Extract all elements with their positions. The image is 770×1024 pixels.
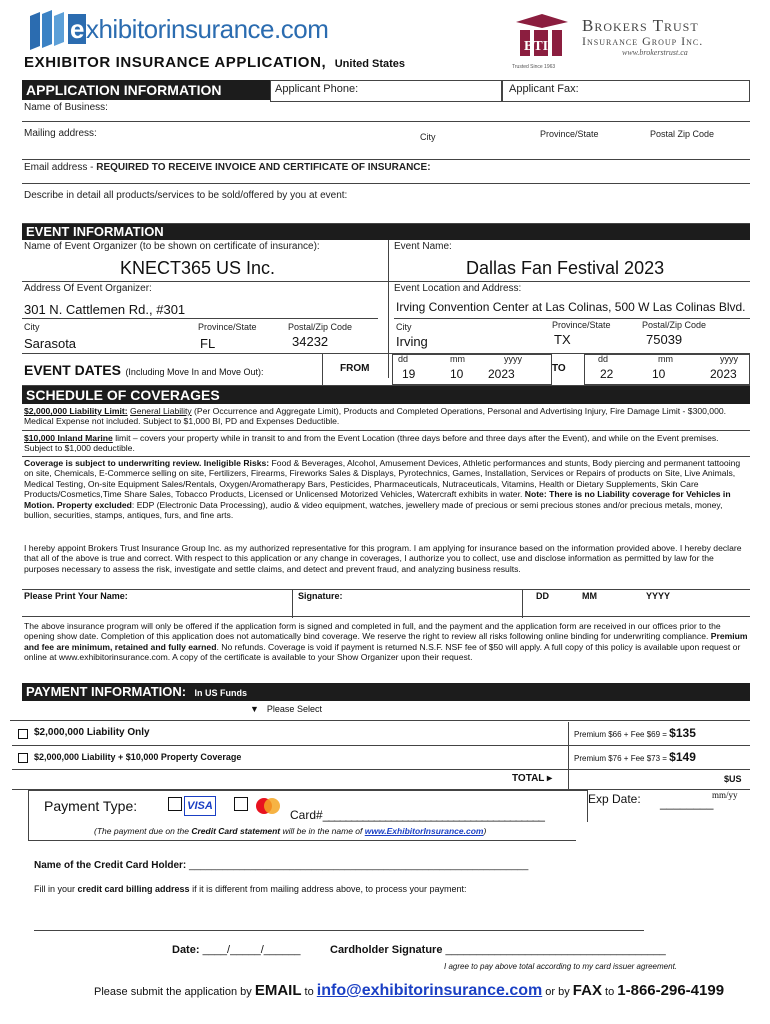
organizer-label: Name of Event Organizer (to be shown on certificate of insurance): xyxy=(24,241,320,252)
card-number-field[interactable]: Card#_______________________________________ xyxy=(290,808,544,822)
exhibitor-logo xyxy=(28,8,329,54)
option2-price: Premium $76 + Fee $73 = $149 xyxy=(574,750,696,764)
from-mm-label: mm xyxy=(450,354,465,364)
app-info-header: APPLICATION INFORMATION xyxy=(22,80,270,100)
logo-panels-icon xyxy=(28,10,68,50)
to-yyyy-label: yyyy xyxy=(720,354,738,364)
sig-yyyy-label: YYYY xyxy=(646,591,671,601)
total-currency: $US xyxy=(724,774,742,784)
to-dd-label: dd xyxy=(598,354,609,364)
svg-text:BTI: BTI xyxy=(524,39,549,54)
option2-label: $2,000,000 Liability + $10,000 Property Coverage xyxy=(34,752,242,762)
email-label: Email address - REQUIRED TO RECEIVE INVOICE AND CERTIFICATE OF INSURANCE: xyxy=(24,162,431,173)
address-block xyxy=(22,282,750,320)
to-yyyy-value[interactable]: 2023 xyxy=(710,367,737,381)
loc-city-value[interactable]: Irving xyxy=(396,334,428,349)
phone-field[interactable] xyxy=(270,80,502,102)
org-city-value[interactable]: Sarasota xyxy=(24,336,77,351)
org-prov-value[interactable]: FL xyxy=(200,336,216,351)
submit-footer: Please submit the application by EMAIL to info@exhibitorinsurance.com or by FAX to 1-866-296-4199 xyxy=(94,982,725,999)
from-dd-value[interactable]: 19 xyxy=(402,367,416,381)
mastercard-checkbox[interactable] xyxy=(234,797,248,811)
describe-label: Describe in detail all products/services to be sold/offered by you at event: xyxy=(24,190,348,201)
signature-row xyxy=(22,589,750,617)
option1-label: $2,000,000 Liability Only xyxy=(34,727,150,738)
liability-paragraph: $2,000,000 Liability Limit: General Liability (Per Occurrence and Aggregate Limit), Products and Completed Operations, Personal and Advertising Injury, Fire Damage Limit - $300,000. Medical Expense not included. Subject to $1,000 BI, PD and Expenses Deductible. xyxy=(24,406,727,427)
email-link[interactable]: info@exhibitorinsurance.com xyxy=(316,982,543,999)
visa-icon: VISA xyxy=(184,796,216,816)
title-main: EXHIBITOR INSURANCE APPLICATION, xyxy=(24,54,327,71)
marine-paragraph: $10,000 Inland Marine limit – covers your property while in transit to and from the Event Location (three days before and three days after the Event), and while on the Event premises. Subject to $1,000 deductible. xyxy=(24,433,719,454)
billing-address-line[interactable] xyxy=(34,930,644,931)
option1-checkbox[interactable] xyxy=(18,729,28,739)
mastercard-icon xyxy=(252,796,284,816)
location-label: Event Location and Address: xyxy=(394,283,522,294)
logo-e: e xyxy=(70,14,84,44)
loc-zip-value[interactable]: 75039 xyxy=(646,332,683,347)
fax-label: Applicant Fax: xyxy=(509,83,579,95)
option-liability-only[interactable] xyxy=(12,722,750,746)
brokers-sub: Insurance Group Inc. xyxy=(582,34,704,48)
city-block xyxy=(22,320,750,354)
date-field[interactable]: Date: ____/_____/______ xyxy=(172,944,301,956)
appoint-paragraph: I hereby appoint Brokers Trust Insurance Group Inc. as my authorized representative for this program. I am applying for insurance based on the information provided above. I hereby declare that all of the above is true and correct. With respect to this application or any change in coverages, I authorize you to collect, use and disclose information as permitted by law for the purposes necessary to assess the risk, investigate and settle claims, and detect and prevent fraud, and analyzing business results. xyxy=(24,543,742,574)
to-mm-value[interactable]: 10 xyxy=(652,367,666,381)
event-info-header: EVENT INFORMATION xyxy=(22,224,750,240)
brokers-url: www.brokerstrust.ca xyxy=(622,48,688,57)
payment-type-row xyxy=(12,790,750,820)
signature-label: Signature: xyxy=(298,591,343,601)
loc-prov-label: Province/State xyxy=(552,320,611,330)
mailing-city-label: City xyxy=(420,132,436,142)
billing-note: Fill in your credit card billing address if it is different from mailing address above, to process your payment: xyxy=(34,884,467,894)
event-dates-row xyxy=(22,354,750,386)
fax-field[interactable] xyxy=(502,80,750,102)
option2-checkbox[interactable] xyxy=(18,753,28,763)
brokers-trust-logo xyxy=(512,14,752,72)
sig-dd-label: DD xyxy=(536,591,549,601)
org-city-label: City xyxy=(24,322,40,332)
visa-checkbox[interactable] xyxy=(168,797,182,811)
payment-header: PAYMENT INFORMATION: In US Funds xyxy=(22,683,750,701)
sig-mm-label: MM xyxy=(582,591,597,601)
org-prov-label: Province/State xyxy=(198,322,257,332)
bti-emblem-icon xyxy=(512,14,572,64)
please-select[interactable]: ▼ Please Select xyxy=(250,704,322,714)
email-field[interactable] xyxy=(22,160,750,184)
mailing-label: Mailing address: xyxy=(24,128,97,139)
logo-text: xhibitorinsurance.com xyxy=(85,14,329,44)
from-label: FROM xyxy=(340,363,370,374)
total-arrow-icon: ▸ xyxy=(547,773,553,784)
total-row xyxy=(12,770,750,790)
cardholder-signature-field[interactable]: Cardholder Signature ____________________________________ xyxy=(330,944,666,956)
business-field[interactable] xyxy=(22,100,750,122)
agree-note: I agree to pay above total according to my card issuer agreement. xyxy=(444,962,678,971)
mailing-field[interactable] xyxy=(22,124,750,160)
payment-type-label: Payment Type: xyxy=(44,798,138,814)
mailing-zip-label: Postal Zip Code xyxy=(650,129,715,139)
phone-label: Applicant Phone: xyxy=(275,83,359,95)
statement-note: (The payment due on the Credit Card statement will be in the name of www.ExhibitorInsurance.com) xyxy=(94,826,487,836)
exhibitor-link[interactable]: www.ExhibitorInsurance.com xyxy=(364,826,484,836)
to-dd-value[interactable]: 22 xyxy=(600,367,614,381)
to-label: TO xyxy=(552,363,566,374)
from-mm-value[interactable]: 10 xyxy=(450,367,464,381)
from-yyyy-value[interactable]: 2023 xyxy=(488,367,515,381)
program-paragraph: The above insurance program will only be offered if the application form is signed and completed in full, and the payment and the application form are received in our offices prior to the opening show date. Completion of this application does not automatically bind coverage. We reserve the right to review all risks following online binding for underwriting compliance. Premium and fee are minimum, retained and fully earned. No refunds. Coverage is void if payment is returned N.S.F. NSF fee of $50 will apply. A full copy of this policy is available upon request or online at www.exhibitorinsurance.com. A copy of the certificate is available to your Show Organizer upon their request. xyxy=(24,621,748,663)
schedule-header: SCHEDULE OF COVERAGES xyxy=(22,386,750,404)
to-mm-label: mm xyxy=(658,354,673,364)
total-label: TOTAL ▸ xyxy=(512,773,553,784)
option-liability-property[interactable] xyxy=(12,746,750,770)
business-label: Name of Business: xyxy=(24,102,108,113)
org-zip-label: Postal/Zip Code xyxy=(288,322,353,332)
cardholder-name-field[interactable]: Name of the Credit Card Holder: _____________________________________________________________ xyxy=(34,860,529,871)
title-country: United States xyxy=(334,58,406,70)
event-dates-label: EVENT DATES (Including Move In and Move Out): xyxy=(24,362,264,378)
underwriting-paragraph: Coverage is subject to underwriting review. Ineligible Risks: Food & Beverages, Alcohol, Amusement Devices, Athletic performances and stunts, Body piercing and permanent tattooing on site, Chemicals, E-Commerce selling on site, Fertilizers, Firearms, Fireworks Sales & Displays, Pyrotechnics, Games, Installation, Services or Repairs of products on Site, Live Animals, Medical Testing, On-site Equipment Sales/Rentals, Oxygen/Aromatherapy Bars, Pesticides, Pharmaceuticals, Nutraceuticals, Vitamins, Health or Dietary Supplements, Skin Care Products/Cosmetics,Time Share Sales, Tobacco Products, Licensed or Unlicensed Motorized Vehicles, Watercraft exhibits in water. Note: There is no Liability coverage for Vehicles in Motion. Property excluded: EDP (Electronic Data Processing), audio & video equipment, watches, jewellery made of precious or semi precious stones and/or precious metals, money, bullion, securities, stamps, antiques, furs, and fine arts. xyxy=(24,458,741,521)
org-zip-value[interactable]: 34232 xyxy=(292,334,329,349)
event-name-value[interactable]: Dallas Fan Festival 2023 xyxy=(466,258,665,278)
org-address-label: Address Of Event Organizer: xyxy=(24,283,152,294)
page-title xyxy=(24,54,405,72)
location-value[interactable]: Irving Convention Center at Las Colinas, 500 W Las Colinas Blvd. xyxy=(396,300,746,314)
exp-field[interactable]: ________ xyxy=(660,796,714,810)
exp-format: mm/yy xyxy=(712,790,738,800)
brokers-tag: Trusted Since 1963 xyxy=(512,64,556,70)
dropdown-arrow-icon: ▼ xyxy=(250,704,259,714)
loc-zip-label: Postal/Zip Code xyxy=(642,320,707,330)
from-dd-label: dd xyxy=(398,354,409,364)
from-yyyy-label: yyyy xyxy=(504,354,522,364)
organizer-value[interactable]: KNECT365 US Inc. xyxy=(120,258,276,278)
organizer-block xyxy=(22,240,750,282)
fax-number: 1-866-296-4199 xyxy=(617,982,725,999)
exp-label: Exp Date: xyxy=(588,792,641,806)
option1-price: Premium $66 + Fee $69 = $135 xyxy=(574,726,696,740)
loc-prov-value[interactable]: TX xyxy=(554,332,571,347)
org-address-value[interactable]: 301 N. Cattlemen Rd., #301 xyxy=(24,302,186,317)
print-name-label: Please Print Your Name: xyxy=(24,591,128,601)
event-name-label: Event Name: xyxy=(394,241,452,252)
loc-city-label: City xyxy=(396,322,412,332)
brokers-name: Brokers Trust xyxy=(582,16,699,35)
describe-field[interactable] xyxy=(22,186,750,224)
mailing-prov-label: Province/State xyxy=(540,129,599,139)
